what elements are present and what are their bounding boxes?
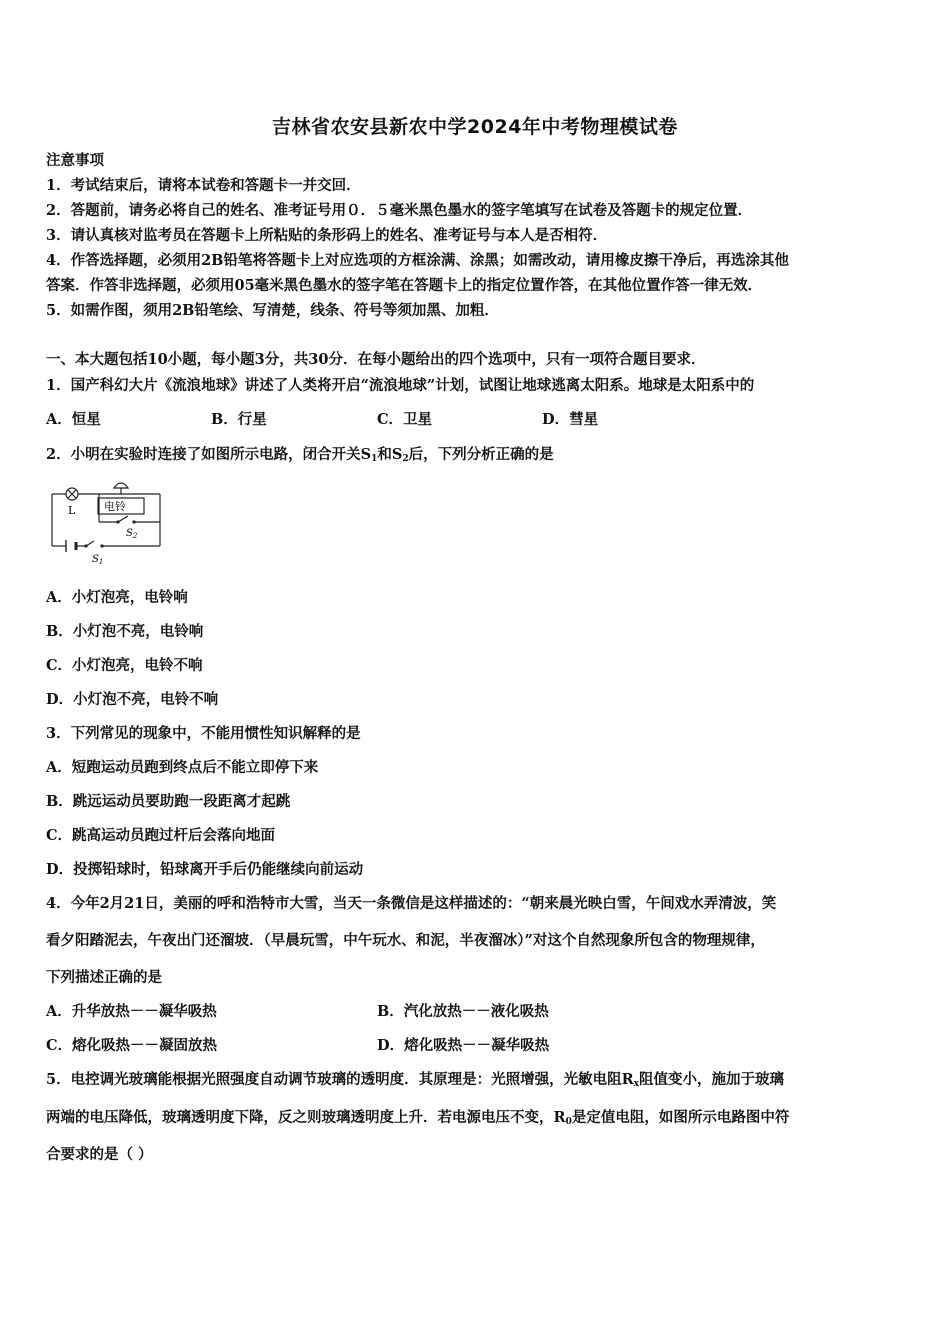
notice-item: 5．如需作图，须用2B铅笔绘、写清楚，线条、符号等须加黑、加粗．: [46, 302, 499, 319]
notice-item: 2．答题前，请务必将自己的姓名、准考证号用０．５毫米黑色墨水的签字笔填写在试卷及答题卡的规定位置．: [46, 202, 753, 219]
q1-option-d[interactable]: D．彗星: [542, 411, 599, 428]
notice-item: 答案．作答非选择题，必须用05毫米黑色墨水的签字笔在答题卡上的指定位置作答，在其他位置作答一律无效．: [46, 277, 763, 294]
switch-s2-label: $S_2$: [126, 528, 138, 540]
q3-option-d[interactable]: D．投掷铅球时，铅球离开手后仍能继续向前运动: [46, 861, 364, 878]
q2-option-c[interactable]: C．小灯泡亮，电铃不响: [46, 657, 203, 674]
question-4-stem: 看夕阳踏泥去，午夜出门还溜坡．（早晨玩雪，中午玩水、和泥，半夜溜冰）”对这个自然现象所包含的物理规律，: [46, 932, 765, 949]
question-5-stem: 两端的电压降低，玻璃透明度下降，反之则玻璃透明度上升．若电源电压不变，$R_0$是定值电阻，如图所示电路图中符: [46, 1109, 790, 1127]
bell-label: 电铃: [104, 500, 126, 513]
q1-option-a[interactable]: A．恒星: [46, 411, 101, 428]
notice-item: 1．考试结束后，请将本试卷和答题卡一并交回．: [46, 177, 361, 194]
question-5-stem: 5．电控调光玻璃能根据光照强度自动调节玻璃的透明度．其原理是：光照增强，光敏电阻$R_x$阻值变小，施加于玻璃: [46, 1071, 785, 1089]
q4-option-a[interactable]: A．升华放热－－凝华吸热: [46, 1003, 217, 1020]
q1-option-b[interactable]: B．行星: [211, 411, 267, 428]
question-4-stem: 4．今年2月21日，美丽的呼和浩特市大雪，当天一条微信是这样描述的：“朝来晨光映白雪，午间戏水弄清波，笑: [46, 895, 777, 912]
q4-option-b[interactable]: B．汽化放热－－液化吸热: [377, 1003, 549, 1020]
q2-option-a[interactable]: A．小灯泡亮，电铃响: [46, 589, 188, 606]
switch-s1-label: $S_1$: [92, 554, 104, 566]
lamp-label: L: [68, 504, 76, 517]
q2-option-d[interactable]: D．小灯泡不亮，电铃不响: [46, 691, 219, 708]
section-heading: 一、本大题包括10小题，每小题3分，共30分．在每小题给出的四个选项中，只有一项符合题目要求．: [46, 351, 706, 368]
q1-option-c[interactable]: C．卫星: [377, 411, 433, 428]
q4-option-c[interactable]: C．熔化吸热－－凝固放热: [46, 1037, 218, 1054]
question-2-stem: 2．小明在实验时连接了如图所示电路，闭合开关$S_1$和$S_2$后，下列分析正确的是: [46, 446, 554, 464]
q3-option-a[interactable]: A．短跑运动员跑到终点后不能立即停下来: [46, 759, 319, 776]
page-title: 吉林省农安县新农中学2024年中考物理模试卷: [272, 116, 678, 138]
circuit-diagram: [44, 478, 174, 568]
question-4-stem: 下列描述正确的是: [46, 969, 162, 986]
question-5-stem: 合要求的是（ ）: [46, 1146, 153, 1163]
q3-option-c[interactable]: C．跳高运动员跑过杆后会落向地面: [46, 827, 276, 844]
question-1-stem: 1．国产科幻大片《流浪地球》讲述了人类将开启“流浪地球”计划，试图让地球逃离太阳系。地球是太阳系中的: [46, 377, 755, 394]
notice-item: 3．请认真核对监考员在答题卡上所粘贴的条形码上的姓名、准考证号与本人是否相符．: [46, 227, 608, 244]
q3-option-b[interactable]: B．跳远运动员要助跑一段距离才起跳: [46, 793, 291, 810]
question-3-stem: 3．下列常见的现象中，不能用惯性知识解释的是: [46, 725, 361, 742]
q4-option-d[interactable]: D．熔化吸热－－凝华吸热: [377, 1037, 550, 1054]
notice-heading: 注意事项: [46, 152, 104, 169]
q2-option-b[interactable]: B．小灯泡不亮，电铃响: [46, 623, 204, 640]
notice-item: 4．作答选择题，必须用2B铅笔将答题卡上对应选项的方框涂满、涂黑；如需改动，请用橡皮擦干净后，再选涂其他: [46, 252, 789, 269]
